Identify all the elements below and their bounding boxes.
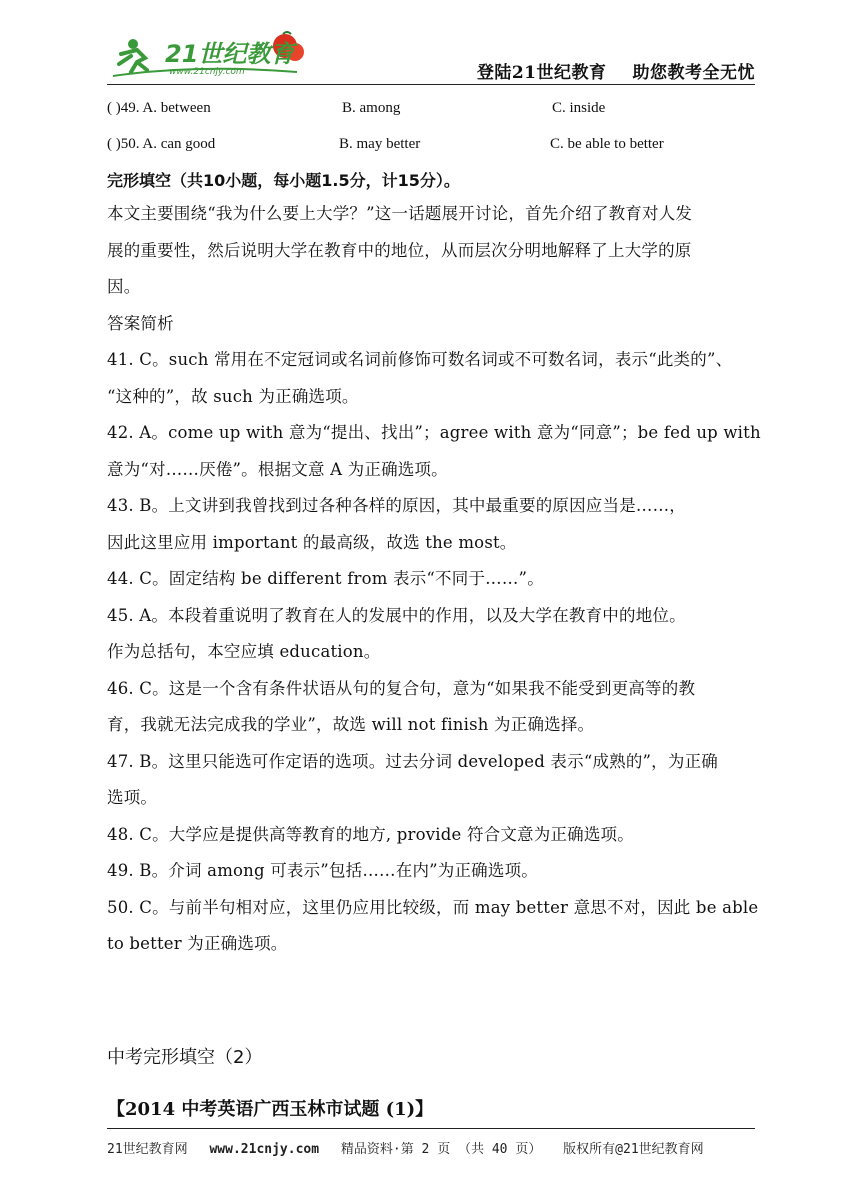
footer-url-link[interactable]: www.21cnjy.com — [209, 1142, 320, 1157]
site-logo[interactable] — [107, 28, 307, 82]
logo-graphic — [107, 28, 307, 82]
answer-line: “这种的”，故 such 为正确选项。 — [107, 386, 359, 406]
footer-site: 21世纪教育网 — [107, 1142, 188, 1157]
answer-line: 41. C。such 常用在不定冠词或名词前修饰可数名词或不可数名词，表示“此类的”、 — [107, 350, 733, 369]
answer-heading: 答案简析 — [107, 313, 174, 333]
intro-paragraph — [107, 196, 757, 342]
answer-line: 50. C。与前半句相对应，这里仍应用比较级，而 may better 意思不对，因此 be able — [107, 897, 759, 917]
option-a: ( )49. A. between — [107, 100, 211, 116]
footer-page-info: 精品资料·第 2 页 （共 40 页） — [340, 1142, 542, 1157]
answer-list — [107, 342, 761, 963]
answer-line: 意为“对……厌倦”。根据文意 A 为正确选项。 — [107, 459, 448, 479]
footer-copyright: 版权所有@21世纪教育网 — [563, 1142, 704, 1157]
text-line: 展的重要性，然后说明大学在教育中的地位，从而层次分明地解释了上大学的原 — [107, 240, 692, 260]
option-c: C. inside — [552, 100, 606, 116]
logo-url: www.21cnjy.com — [169, 67, 245, 77]
option-b: B. among — [342, 100, 401, 116]
page-header — [107, 28, 755, 84]
answer-line: 46. C。这是一个含有条件状语从句的复合句，意为“如果我不能受到更高等的教 — [107, 678, 696, 698]
page-footer — [107, 1138, 718, 1157]
answer-line: 选项。 — [107, 788, 158, 807]
section-title: 中考完形填空（2） — [107, 1047, 263, 1068]
answer-line: 育，我就无法完成我的学业”，故选 will not finish 为正确选择。 — [107, 715, 595, 734]
answer-line: 42. A。come up with 意为“提出、找出”；agree with 意为“同意”；be fed up with — [107, 423, 761, 442]
answer-line: 48. C。大学应是提供高等教育的地方, provide 符合文意为正确选项。 — [107, 824, 634, 844]
answer-line: 44. C。固定结构 be different from 表示“不同于……”。 — [107, 569, 544, 588]
cloze-heading: 完形填空（共10小题，每小题1.5分，计15分）。 — [107, 171, 460, 190]
answer-line: 49. B。介词 among 可表示”包括……在内”为正确选项。 — [107, 861, 538, 880]
footer-divider — [107, 1128, 755, 1129]
slogan-left: 登陆21世纪教育 — [476, 63, 607, 83]
answer-line: 45. A。本段着重说明了教育在人的发展中的作用，以及大学在教育中的地位。 — [107, 605, 686, 625]
option-b: B. may better — [339, 136, 421, 152]
answer-line: 因此这里应用 important 的最高级，故选 the most。 — [107, 532, 517, 552]
slogan-right: 助您教考全无忧 — [632, 63, 755, 83]
text-line: 本文主要围绕“我为什么要上大学？”这一话题展开讨论，首先介绍了教育对人发 — [107, 204, 693, 223]
answer-line: 43. B。上文讲到我曾找到过各种各样的原因，其中最重要的原因应当是……， — [107, 496, 687, 515]
answer-line: to better 为正确选项。 — [107, 934, 288, 953]
option-a: ( )50. A. can good — [107, 136, 216, 152]
paper-title: 【2014 中考英语广西玉林市试题 (1)】 — [107, 1099, 434, 1120]
logo-text: 21世纪教育 — [165, 40, 295, 68]
answer-line: 作为总括句，本空应填 education。 — [107, 642, 381, 661]
header-divider — [107, 84, 755, 85]
option-c: C. be able to better — [550, 136, 664, 152]
header-slogan — [477, 58, 755, 83]
answer-line: 47. B。这里只能选可作定语的选项。过去分词 developed 表示“成熟的”，为正确 — [107, 751, 718, 771]
text-line: 因。 — [107, 277, 141, 296]
